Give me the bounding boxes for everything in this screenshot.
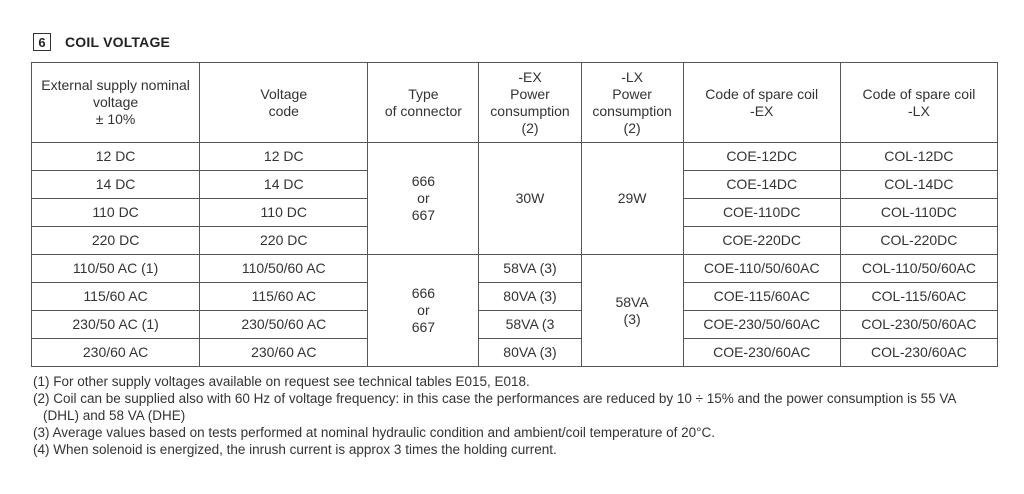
footnote: (1) For other supply voltages available on request see technical tables E015, E018. [33, 374, 530, 389]
header-spare-coil-ex: Code of spare coil -EX [683, 63, 840, 143]
connector-type-cell: 666 or 667 [368, 143, 479, 255]
header-spare-coil-lx: Code of spare coil -LX [840, 63, 997, 143]
spare-coil-lx-cell: COL-110DC [840, 199, 997, 227]
footnote: (2) Coil can be supplied also with 60 Hz of voltage frequency: in this case the performances are reduced by 10 ÷ 15% and the power consumption is 55 VA [33, 391, 957, 406]
voltage-code-cell: 115/60 AC [200, 283, 368, 311]
footnote: (4) When solenoid is energized, the inrush current is approx 3 times the holding current. [33, 442, 557, 457]
supply-voltage-cell: 110 DC [32, 199, 200, 227]
voltage-code-cell: 12 DC [200, 143, 368, 171]
supply-voltage-cell: 110/50 AC (1) [32, 255, 200, 283]
spare-coil-lx-cell: COL-115/60AC [840, 283, 997, 311]
table-header-row [32, 63, 998, 143]
section-title: COIL VOLTAGE [65, 34, 171, 50]
voltage-code-cell: 230/50/60 AC [200, 311, 368, 339]
spare-coil-ex-cell: COE-115/60AC [683, 283, 840, 311]
table-row [32, 255, 998, 283]
voltage-code-cell: 220 DC [200, 227, 368, 255]
spare-coil-ex-cell: COE-220DC [683, 227, 840, 255]
spare-coil-lx-cell: COL-14DC [840, 171, 997, 199]
spare-coil-ex-cell: COE-230/60AC [683, 339, 840, 367]
spare-coil-ex-cell: COE-12DC [683, 143, 840, 171]
voltage-code-cell: 14 DC [200, 171, 368, 199]
spare-coil-lx-cell: COL-220DC [840, 227, 997, 255]
table-row [32, 143, 998, 171]
footnote-continuation: (DHL) and 58 VA (DHE) [43, 408, 186, 423]
header-connector-type: Type of connector [368, 63, 479, 143]
spare-coil-ex-cell: COE-110/50/60AC [683, 255, 840, 283]
voltage-code-cell: 110 DC [200, 199, 368, 227]
voltage-code-cell: 110/50/60 AC [200, 255, 368, 283]
footnotes [33, 373, 1008, 458]
spare-coil-ex-cell: COE-230/50/60AC [683, 311, 840, 339]
ex-power-cell: 80VA (3) [479, 283, 581, 311]
table-row [32, 283, 998, 311]
ex-power-cell: 30W [479, 143, 581, 255]
section-number: 6 [33, 33, 51, 51]
header-voltage-code: Voltage code [200, 63, 368, 143]
spare-coil-ex-cell: COE-110DC [683, 199, 840, 227]
supply-voltage-cell: 14 DC [32, 171, 200, 199]
supply-voltage-cell: 115/60 AC [32, 283, 200, 311]
header-supply-voltage: External supply nominal voltage ± 10% [32, 63, 200, 143]
header-lx-power: -LX Power consumption (2) [581, 63, 683, 143]
footnote: (3) Average values based on tests performed at nominal hydraulic condition and ambient/coil temperature of 20°C. [33, 425, 716, 440]
supply-voltage-cell: 230/60 AC [32, 339, 200, 367]
spare-coil-lx-cell: COL-110/50/60AC [840, 255, 997, 283]
section-heading [33, 32, 170, 52]
lx-power-cell: 29W [581, 143, 683, 255]
table-row [32, 339, 998, 367]
table-row [32, 311, 998, 339]
spare-coil-lx-cell: COL-230/50/60AC [840, 311, 997, 339]
ex-power-cell: 58VA (3) [479, 255, 581, 283]
ex-power-cell: 80VA (3) [479, 339, 581, 367]
supply-voltage-cell: 230/50 AC (1) [32, 311, 200, 339]
ex-power-cell: 58VA (3 [479, 311, 581, 339]
spare-coil-lx-cell: COL-230/60AC [840, 339, 997, 367]
header-ex-power: -EX Power consumption (2) [479, 63, 581, 143]
spare-coil-ex-cell: COE-14DC [683, 171, 840, 199]
lx-power-cell: 58VA (3) [581, 255, 683, 367]
coil-voltage-table [31, 62, 998, 367]
supply-voltage-cell: 220 DC [32, 227, 200, 255]
voltage-code-cell: 230/60 AC [200, 339, 368, 367]
connector-type-cell: 666 or 667 [368, 255, 479, 367]
supply-voltage-cell: 12 DC [32, 143, 200, 171]
spare-coil-lx-cell: COL-12DC [840, 143, 997, 171]
